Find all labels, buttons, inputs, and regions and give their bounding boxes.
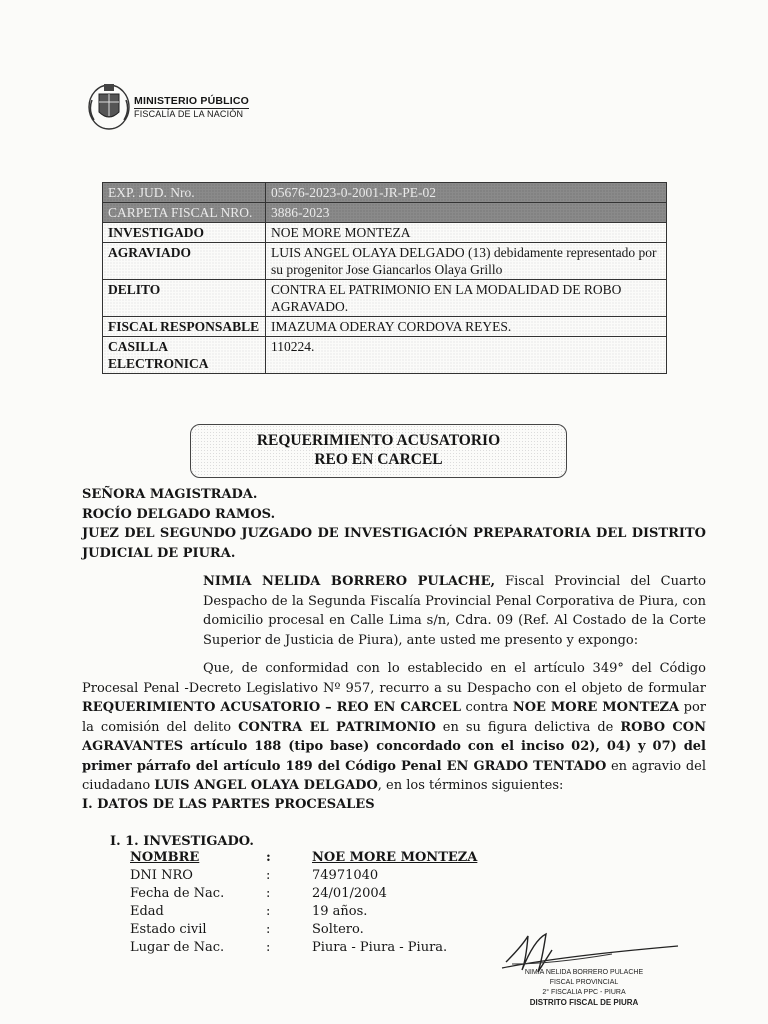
institution-subtitle: FISCALÍA DE LA NACIÓN (134, 109, 244, 119)
row-label: CARPETA FISCAL NRO. (103, 203, 266, 223)
table-row (103, 223, 667, 243)
table-row (130, 849, 477, 867)
row-value: IMAZUMA ODERAY CORDOVA REYES. (266, 317, 667, 337)
field-value: NOE MORE MONTEZA (312, 850, 478, 865)
addressee-block (82, 485, 706, 563)
table-row (130, 939, 477, 957)
row-value: CONTRA EL PATRIMONIO EN LA MODALIDAD DE ROBO AGRAVADO. (266, 280, 667, 317)
document-title-box (190, 424, 567, 478)
colon: : (266, 886, 271, 901)
addressee-name: ROCÍO DELGADO RAMOS. (82, 506, 276, 522)
institution-title: MINISTERIO PÚBLICO (134, 95, 250, 107)
document-subtitle: REO EN CARCEL (314, 451, 443, 468)
row-value: LUIS ANGEL OLAYA DELGADO (13) debidamente representado por su progenitor Jose Giancarlos Olaya Grillo (266, 243, 667, 280)
section-heading: I. DATOS DE LAS PARTES PROCESALES (82, 797, 375, 812)
table-row (103, 183, 667, 203)
field-value: 74971040 (312, 868, 379, 883)
addressee-court: JUEZ DEL SEGUNDO JUZGADO DE INVESTIGACIÓN PREPARATORIA DEL DISTRITO JUDICIAL DE PIURA. (82, 526, 706, 561)
field-label: NOMBRE (130, 850, 200, 865)
field-label: Fecha de Nac. (130, 886, 225, 901)
subsection-heading: I. 1. INVESTIGADO. (110, 834, 254, 849)
table-row (103, 280, 667, 317)
case-info-table (102, 182, 667, 374)
addressee-salutation: SEÑORA MAGISTRADA. (82, 487, 258, 502)
field-value: Soltero. (312, 922, 364, 937)
stamp-name: NIMIA NELIDA BORRERO PULACHE (524, 969, 644, 976)
text-span: por la comisión del delito (82, 700, 707, 735)
field-label: Lugar de Nac. (130, 940, 225, 955)
bold-span: NOE MORE MONTEZA (512, 700, 680, 715)
row-label: EXP. JUD. Nro. (103, 183, 266, 203)
intro-paragraph (203, 572, 706, 650)
bold-span: REQUERIMIENTO ACUSATORIO – REO EN CARCEL (82, 700, 461, 715)
stamp-title: FISCAL PROVINCIAL (549, 979, 619, 986)
prosecutor-name: NIMIA NELIDA BORRERO PULACHE, (203, 574, 495, 589)
colon: : (266, 922, 271, 937)
table-row (103, 337, 667, 374)
prosecutor-stamp (504, 968, 664, 1008)
field-label: Estado civil (130, 922, 207, 937)
field-label: Edad (130, 904, 164, 919)
text-span: contra (460, 700, 513, 715)
table-row (103, 203, 667, 223)
field-value: Piura - Piura - Piura. (312, 940, 448, 955)
row-value: 3886-2023 (266, 203, 667, 223)
row-label: AGRAVIADO (103, 243, 266, 280)
text-span: Que, de conformidad con lo establecido en el artículo 349° del Código Procesal Penal -Decreto Legislativo Nº 957, recurro a su Despacho con el objeto de formular (82, 661, 706, 696)
intro-text: Fiscal Provincial del Cuarto Despacho de la Segunda Fiscalía Provincial Penal Corporativa de Piura, con domicilio procesal en Calle Lima s/n, Cdra. 09 (Ref. Al Costado de la Corte Superior de Justicia de Piura), ante usted me presento y expongo: (203, 574, 706, 648)
colon: : (266, 940, 271, 955)
colon: : (266, 850, 271, 865)
field-value: 24/01/2004 (312, 886, 387, 901)
stamp-district: DISTRITO FISCAL DE PIURA (529, 998, 639, 1007)
text-span: en agravio del ciudadano (82, 758, 706, 793)
row-label: DELITO (103, 280, 266, 317)
bold-span: CONTRA EL PATRIMONIO (238, 719, 436, 735)
document-title: REQUERIMIENTO ACUSATORIO (256, 432, 501, 449)
table-row (130, 921, 477, 939)
table-row (130, 903, 477, 921)
colon: : (266, 868, 271, 883)
main-paragraph (82, 659, 706, 796)
bold-span: ROBO CON AGRAVANTES artículo 188 (tipo base) concordado con el inciso 02), 04) y 07) del primer párrafo del artículo 189 del Código Penal EN GRADO TENTADO (82, 719, 706, 774)
row-value: 110224. (266, 337, 667, 374)
stamp-office: 2° FISCALIA PPC - PIURA (542, 989, 626, 996)
text-span: , en los términos siguientes: (377, 778, 564, 793)
row-label: INVESTIGADO (103, 223, 266, 243)
coat-of-arms-icon (86, 80, 132, 132)
table-row (130, 867, 477, 885)
row-value: NOE MORE MONTEZA (266, 223, 667, 243)
institution-name (134, 94, 249, 120)
field-value: 19 años. (312, 904, 368, 919)
text-span: en su figura delictiva de (435, 719, 621, 735)
row-label: CASILLA ELECTRONICA (103, 337, 266, 374)
defendant-data-table (130, 849, 477, 957)
colon: : (266, 904, 271, 919)
table-row (103, 317, 667, 337)
table-row (130, 885, 477, 903)
field-label: DNI NRO (130, 868, 193, 883)
row-label: FISCAL RESPONSABLE (103, 317, 266, 337)
row-value: 05676-2023-0-2001-JR-PE-02 (266, 183, 667, 203)
table-row (103, 243, 667, 280)
bold-span: LUIS ANGEL OLAYA DELGADO (154, 778, 378, 793)
